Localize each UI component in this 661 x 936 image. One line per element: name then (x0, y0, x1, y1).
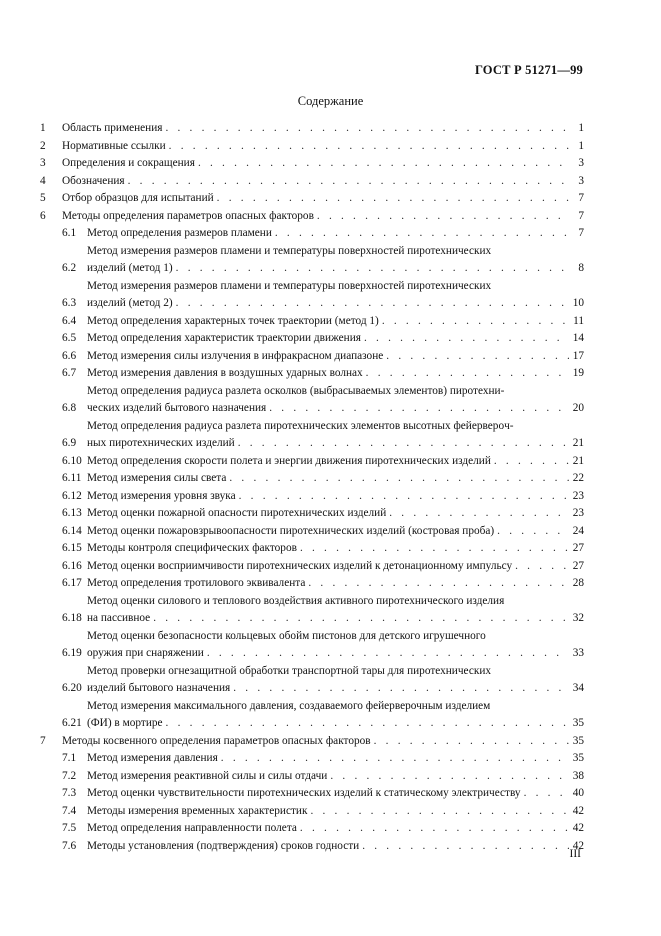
toc-entry-page: 1 (578, 139, 584, 152)
dot-leader (207, 645, 569, 663)
toc-entry (40, 208, 584, 226)
toc-entry-page: 24 (572, 524, 584, 537)
toc-entry (40, 523, 584, 541)
dot-leader (233, 680, 569, 698)
dot-leader (239, 488, 569, 506)
toc-entry (40, 190, 584, 208)
toc-entry (40, 768, 584, 786)
dot-leader (275, 225, 569, 243)
dot-leader (389, 505, 569, 523)
dot-leader (198, 155, 569, 173)
toc-entry-number: 7.4 (62, 804, 77, 817)
dot-leader (238, 435, 569, 453)
toc-entry-title: (ФИ) в мортире (87, 717, 163, 729)
document-header: ГОСТ Р 51271—99 (474, 63, 583, 77)
toc-entry (40, 330, 584, 348)
toc-entry-page: 7 (578, 192, 584, 204)
dot-leader (364, 330, 569, 348)
dot-leader (300, 820, 569, 838)
dot-leader (382, 313, 569, 331)
toc-entry (40, 488, 584, 506)
toc-entry-title: Метод определения направленности полета (87, 822, 297, 834)
toc-entry-title: Метод определения скорости полета и энергии движения пиротехнических изделий (87, 454, 491, 467)
dot-leader (310, 803, 569, 821)
toc-entry-title: Метод оценки восприимчивости пиротехнических изделий к детонационному импульсу (87, 559, 513, 572)
dot-leader (366, 365, 569, 383)
toc-entry-title: Нормативные ссылки (62, 139, 166, 152)
toc-entry (40, 698, 584, 733)
toc-entry-number: 7.5 (62, 822, 77, 834)
toc-entry (40, 558, 584, 576)
table-of-contents (40, 120, 584, 855)
page-title: Содержание (297, 94, 364, 108)
toc-entry-page: 10 (572, 297, 584, 309)
toc-entry-page: 34 (572, 682, 584, 694)
toc-entry-number: 6.7 (62, 367, 77, 379)
toc-entry-title: на пассивное (87, 612, 151, 624)
toc-entry-number: 6.4 (62, 314, 77, 327)
toc-entry-number: 6.16 (62, 559, 82, 572)
dot-leader (166, 715, 569, 733)
dot-leader (217, 190, 569, 208)
dot-leader (165, 120, 569, 138)
toc-entry-title: Методы установления (подтверждения) сроков годности (87, 839, 360, 852)
toc-entry-title: Метод измерения максимального давления, создаваемого фейерверочным изделием (87, 699, 491, 712)
toc-entry (40, 120, 584, 138)
toc-entry-title: Метод измерения реактивной силы и силы отдачи (87, 769, 328, 782)
toc-entry-title: изделий бытового назначения (87, 682, 231, 694)
toc-entry-title: Метод измерения размеров пламени и температуры поверхностей пиротехнических (87, 279, 492, 292)
dot-leader (330, 768, 569, 786)
toc-entry (40, 593, 584, 628)
toc-entry-number: 6.19 (62, 647, 82, 659)
toc-entry-number: 6.6 (62, 349, 77, 362)
toc-entry-number: 6.14 (62, 524, 82, 537)
toc-entry-page: 19 (572, 367, 584, 379)
toc-entry-number: 6.5 (62, 332, 77, 344)
page-number: III (569, 848, 581, 860)
toc-entry-page: 23 (572, 507, 584, 519)
toc-entry-number: 6.3 (62, 297, 77, 309)
toc-entry-title: Отбор образцов для испытаний (62, 192, 214, 204)
toc-entry-page: 21 (572, 454, 584, 467)
toc-entry-title: Метод оценки силового и теплового воздействия активного пиротехнического изделия (87, 594, 505, 607)
toc-entry-title: изделий (метод 1) (87, 262, 173, 274)
toc-entry-page: 42 (572, 822, 584, 834)
toc-entry-title: изделий (метод 2) (87, 297, 173, 309)
dot-leader (269, 400, 569, 418)
toc-entry-page: 32 (572, 612, 584, 624)
toc-entry-number: 6.21 (62, 717, 82, 729)
toc-entry-title: Метод определения радиуса разлета осколков (выбрасываемых элементов) пиротехни- (87, 384, 505, 397)
dot-leader (515, 558, 569, 576)
toc-entry-title: Метод измерения силы света (87, 472, 227, 484)
dot-leader (374, 733, 569, 751)
toc-entry (40, 225, 584, 243)
toc-entry-number: 2 (40, 139, 46, 152)
dot-leader (169, 138, 569, 156)
toc-entry-title: Обозначения (62, 174, 125, 187)
toc-entry-number: 7.1 (62, 752, 77, 764)
toc-entry-page: 7 (578, 209, 584, 222)
toc-entry (40, 540, 584, 558)
toc-entry-page: 7 (578, 227, 584, 239)
dot-leader (300, 540, 569, 558)
toc-entry-title: Метод определения характерных точек траектории (метод 1) (87, 314, 379, 327)
dot-leader (362, 838, 569, 856)
toc-entry-title: Метод определения радиуса разлета пиротехнических элементов высотных фейерверoч- (87, 419, 514, 432)
toc-entry-page: 1 (578, 122, 584, 134)
toc-entry-page: 33 (572, 647, 584, 659)
toc-entry-number: 6.1 (62, 227, 77, 239)
toc-entry-title: Метод измерения давления (87, 752, 218, 764)
toc-entry (40, 453, 584, 471)
toc-entry-page: 22 (572, 472, 584, 484)
toc-entry (40, 505, 584, 523)
toc-entry-title: Метод измерения силы излучения в инфракрасном диапазоне (87, 349, 384, 362)
toc-entry-number: 6.17 (62, 577, 82, 589)
toc-entry-number: 6.11 (62, 472, 82, 484)
toc-entry (40, 138, 584, 156)
dot-leader (386, 348, 569, 366)
toc-entry-page: 38 (572, 769, 584, 782)
toc-entry-title: Методы определения параметров опасных факторов (62, 209, 314, 222)
dot-leader (494, 453, 569, 471)
toc-entry-title: Определения и сокращения (62, 157, 195, 169)
toc-entry-page: 17 (572, 349, 584, 362)
toc-entry-number: 5 (40, 192, 46, 204)
toc-entry-page: 23 (572, 489, 584, 502)
toc-entry-title: Метод оценки пожарной опасности пиротехнических изделий (87, 507, 387, 519)
toc-entry-number: 6.2 (62, 262, 77, 274)
toc-entry-title: ных пиротехнических изделий (87, 437, 235, 449)
toc-entry-number: 6.15 (62, 542, 82, 554)
toc-entry (40, 243, 584, 278)
toc-entry-title: Метод проверки огнезащитной обработки транспортной тары для пиротехнических (87, 664, 492, 677)
toc-entry-page: 35 (572, 734, 584, 747)
toc-entry-page: 8 (578, 262, 584, 274)
toc-entry-number: 1 (40, 122, 46, 134)
dot-leader (221, 750, 569, 768)
toc-entry-title: Метод определения размеров пламени (87, 227, 272, 239)
toc-entry (40, 173, 584, 191)
toc-entry (40, 365, 584, 383)
toc-entry-number: 6.9 (62, 437, 77, 449)
toc-entry-title: Методы контроля специфических факторов (87, 542, 297, 554)
toc-entry-title: Область применения (62, 122, 163, 134)
toc-entry-title: оружия при снаряжении (87, 647, 204, 659)
dot-leader (176, 295, 569, 313)
toc-entry-number: 7.2 (62, 769, 77, 782)
toc-entry (40, 628, 584, 663)
toc-entry-page: 14 (572, 332, 584, 344)
toc-entry-number: 6.12 (62, 489, 82, 502)
toc-entry-page: 28 (572, 577, 584, 589)
toc-entry-page: 40 (572, 787, 584, 799)
toc-entry (40, 418, 584, 453)
dot-leader (153, 610, 569, 628)
toc-entry-page: 3 (578, 157, 584, 169)
toc-entry (40, 803, 584, 821)
toc-entry-title: Метод измерения размеров пламени и температуры поверхностей пиротехнических (87, 244, 492, 257)
toc-entry (40, 313, 584, 331)
toc-entry-title: Метод оценки безопасности кольцевых обойм пистонов для детского игрушечного (87, 629, 486, 642)
toc-entry-number: 6.10 (62, 454, 82, 467)
toc-entry-title: Метод измерения давления в воздушных ударных волнах (87, 367, 363, 379)
toc-entry-title: Метод измерения уровня звука (87, 489, 236, 502)
toc-entry-title: Методы измерения временных характеристик (87, 804, 308, 817)
toc-entry-title: Метод определения тротилового эквивалента (87, 577, 306, 589)
toc-entry-page: 42 (572, 839, 584, 852)
toc-entry (40, 785, 584, 803)
toc-entry (40, 470, 584, 488)
toc-entry-page: 3 (578, 174, 584, 187)
toc-entry-number: 7.6 (62, 839, 77, 852)
toc-entry-number: 6 (40, 209, 46, 222)
toc-entry-title: ческих изделий бытового назначения (87, 402, 267, 414)
toc-entry-title: Метод оценки пожаровзрывоопасности пиротехнических изделий (костровая проба) (87, 524, 495, 537)
toc-entry-page: 21 (572, 437, 584, 449)
toc-entry-title: Метод определения характеристик траектории движения (87, 332, 361, 344)
dot-leader (308, 575, 569, 593)
toc-entry (40, 750, 584, 768)
toc-entry (40, 663, 584, 698)
toc-entry-page: 11 (573, 314, 584, 327)
toc-entry-number: 7 (40, 734, 46, 747)
toc-entry-page: 20 (572, 402, 584, 414)
toc-entry (40, 733, 584, 751)
toc-entry-number: 6.18 (62, 612, 82, 624)
toc-entry-page: 27 (572, 542, 584, 554)
toc-entry-page: 42 (572, 804, 584, 817)
dot-leader (176, 260, 569, 278)
toc-entry-number: 6.20 (62, 682, 82, 694)
toc-entry-title: Метод оценки чувствительности пиротехнических изделий к статическому электричеству (87, 787, 521, 799)
toc-entry-page: 35 (572, 752, 584, 764)
toc-entry (40, 348, 584, 366)
toc-entry-page: 27 (572, 559, 584, 572)
toc-entry (40, 155, 584, 173)
dot-leader (317, 208, 569, 226)
dot-leader (128, 173, 569, 191)
toc-entry (40, 575, 584, 593)
dot-leader (497, 523, 569, 541)
toc-entry-title: Методы косвенного определения параметров опасных факторов (62, 734, 371, 747)
dot-leader (524, 785, 569, 803)
toc-entry (40, 820, 584, 838)
toc-entry-page: 35 (572, 717, 584, 729)
dot-leader (229, 470, 569, 488)
toc-entry-number: 6.13 (62, 507, 82, 519)
toc-entry-number: 7.3 (62, 787, 77, 799)
toc-entry (40, 278, 584, 313)
toc-entry-number: 3 (40, 157, 46, 169)
toc-entry-number: 4 (40, 174, 46, 187)
toc-entry (40, 383, 584, 418)
toc-entry (40, 838, 584, 856)
toc-entry-number: 6.8 (62, 402, 77, 414)
